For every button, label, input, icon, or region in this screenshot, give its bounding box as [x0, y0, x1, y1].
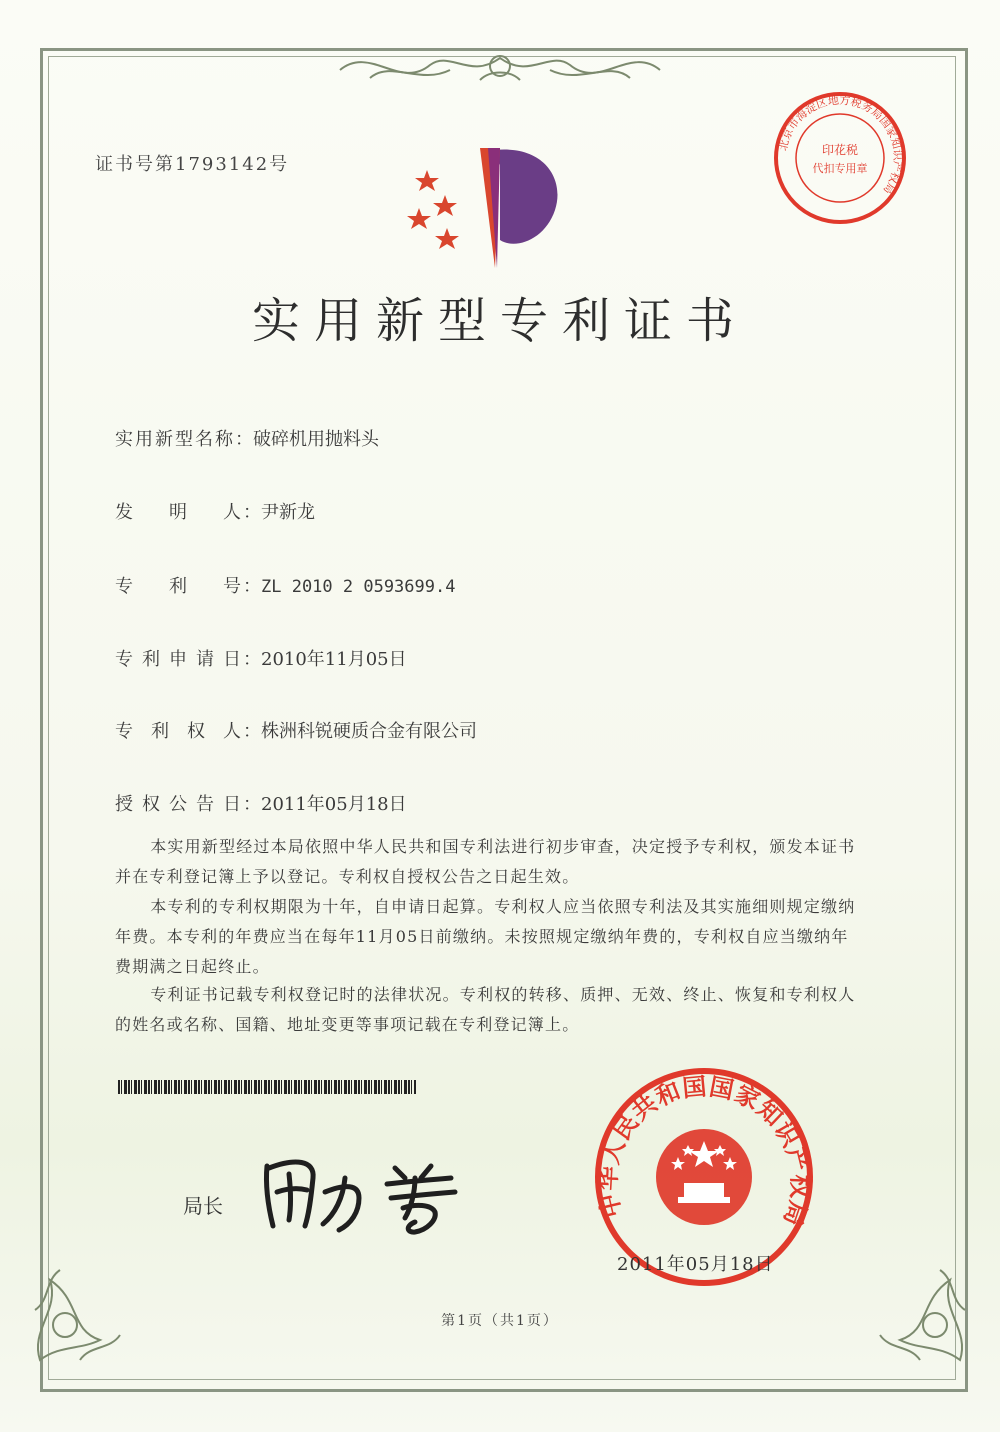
body-paragraph-3: 专利证书记载专利权登记时的法律状况。专利权的转移、质押、无效、终止、恢复和专利权人的姓名或名称、国籍、地址变更等事项记载在专利登记簿上。: [115, 985, 856, 1034]
field-value: 株洲科锐硬质合金有限公司: [261, 721, 477, 742]
svg-text:印花税: 印花税: [821, 143, 859, 157]
field-label: 专利权人: [115, 721, 243, 742]
field-grant-date: 授权公告日：2011年05月18日: [115, 790, 407, 816]
field-label: 专利申请日: [115, 649, 243, 670]
field-label: 发明人: [115, 502, 243, 523]
field-value: 2011年05月18日: [261, 794, 407, 815]
page-indicator: 第1页（共1页）: [441, 1313, 559, 1329]
svg-text:北京市海淀区地方税务局国家知识产权局: 北京市海淀区地方税务局国家知识产权局: [776, 93, 905, 197]
body-paragraph-2: 本专利的专利权期限为十年，自申请日起算。专利权人应当依照专利法及其实施细则规定缴纳年费。本专利的年费应当在每年11月05日前缴纳。未按照规定缴纳年费的，专利权自应当缴纳年费期满之日起终止。: [115, 897, 856, 976]
top-ornament: [330, 40, 670, 92]
svg-text:中华人民共和国国家知识产权局: 中华人民共和国国家知识产权局: [592, 1071, 816, 1231]
seal-date: 2011年05月18日: [617, 1254, 774, 1275]
field-label: 授权公告日: [115, 794, 243, 815]
field-patent-number: 专利号：ZL 2010 2 0593699.4: [115, 572, 455, 598]
tax-stamp-seal: [770, 88, 910, 228]
barcode: [118, 1080, 416, 1094]
certificate-number: 证书号第1793142号: [95, 154, 290, 175]
field-label: 专利号: [115, 576, 243, 597]
field-inventor: 发明人：尹新龙: [115, 498, 315, 524]
body-paragraph-1: 本实用新型经过本局依照中华人民共和国专利法进行初步审查，决定授予专利权，颁发本证书并在专利登记簿上予以登记。专利权自授权公告之日起生效。: [115, 837, 856, 886]
national-emblem-icon: [656, 1129, 752, 1225]
field-value: 尹新龙: [261, 502, 315, 523]
director-label: 局长: [183, 1194, 223, 1218]
field-value: 破碎机用抛料头: [253, 429, 379, 450]
field-value: ZL 2010 2 0593699.4: [261, 577, 456, 597]
field-patentee: 专利权人：株洲科锐硬质合金有限公司: [115, 717, 477, 743]
patent-office-logo: [405, 140, 575, 270]
field-label: 实用新型名称: [115, 429, 235, 450]
svg-text:代扣专用章: 代扣专用章: [812, 162, 868, 175]
director-signature: [255, 1148, 475, 1238]
field-utility-model-name: 实用新型名称：破碎机用抛料头: [115, 429, 379, 450]
field-value: 2010年11月05日: [261, 649, 407, 670]
certificate-title: 实用新型专利证书: [251, 293, 748, 349]
field-application-date: 专利申请日：2010年11月05日: [115, 645, 407, 671]
